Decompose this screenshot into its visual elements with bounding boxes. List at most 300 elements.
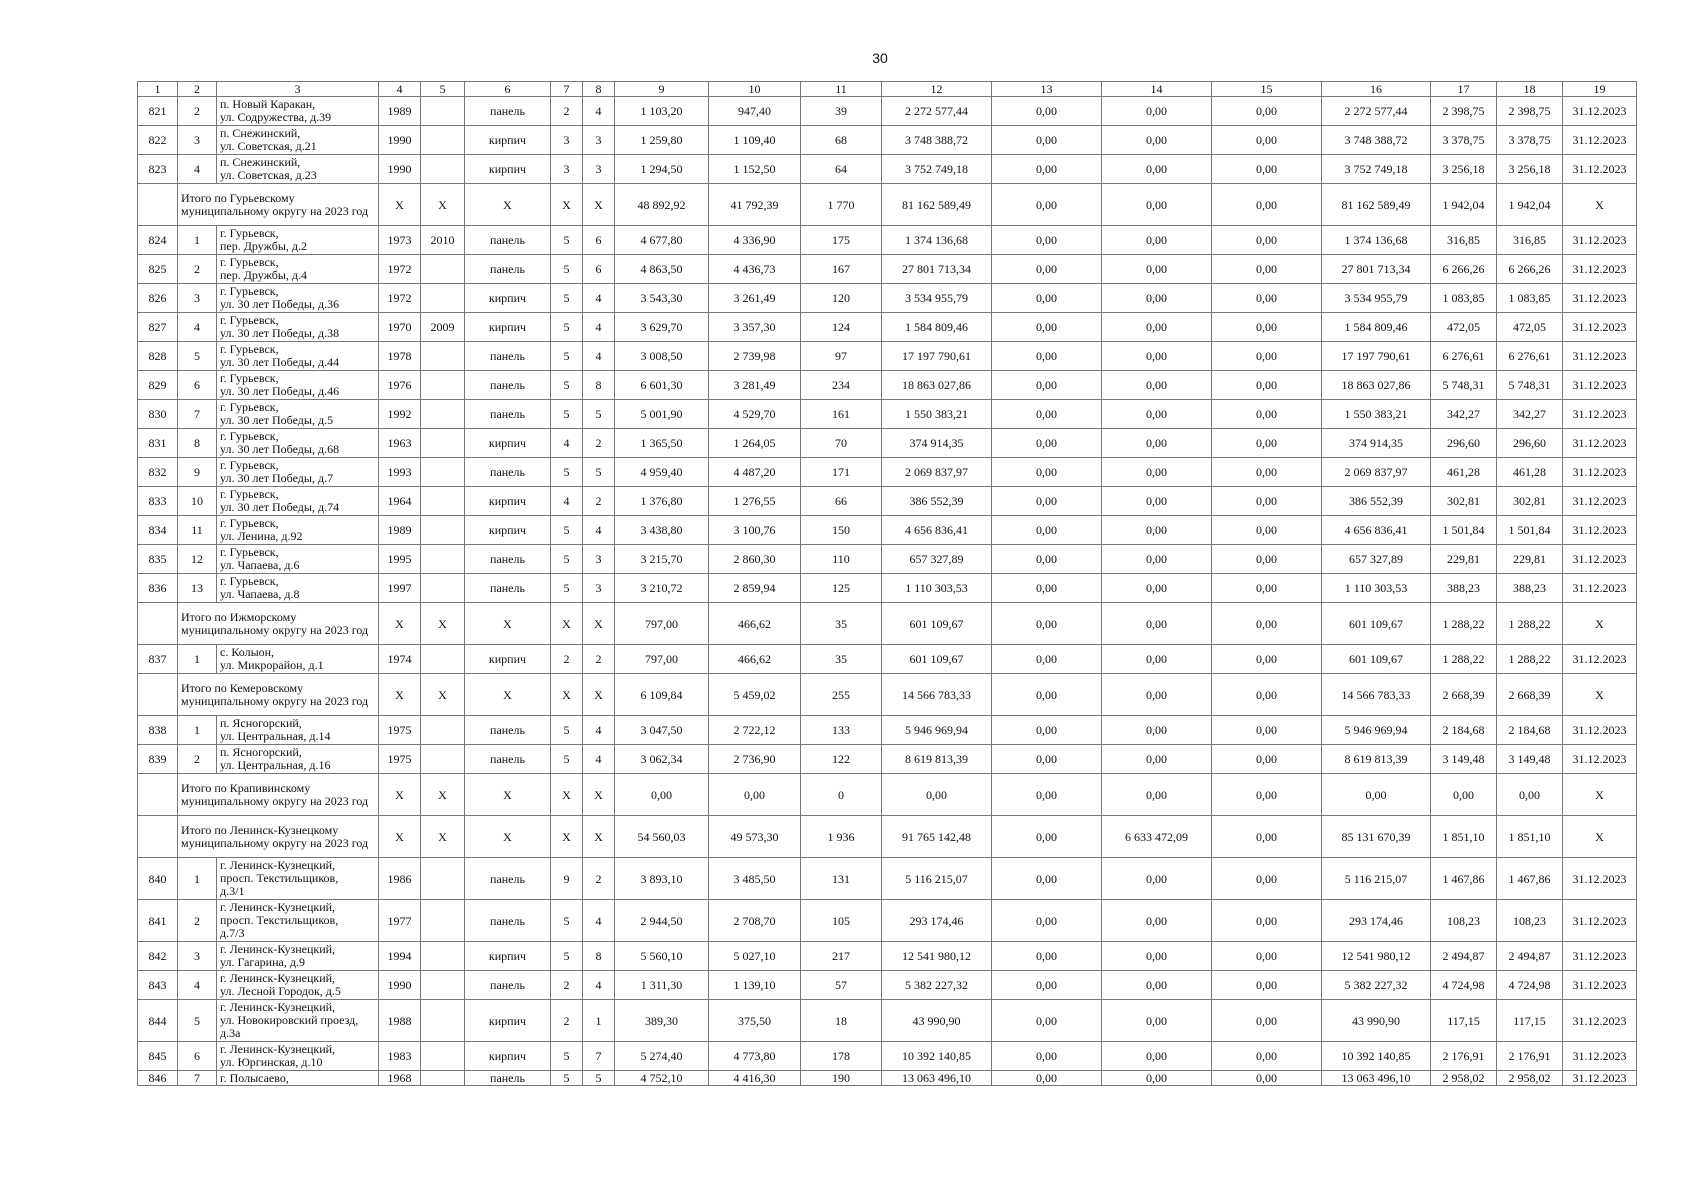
cell-col-19: 31.12.2023 <box>1563 1071 1637 1086</box>
cell-col-6: кирпич <box>465 487 551 516</box>
subtotal-cell-col-13: 0,00 <box>992 184 1102 226</box>
subtotal-cell-col-15: 0,00 <box>1212 603 1322 645</box>
cell-col-10: 1 152,50 <box>709 155 801 184</box>
subtotal-cell-col-7: X <box>551 674 583 716</box>
cell-col-13: 0,00 <box>992 716 1102 745</box>
address-cell: г. Ленинск-Кузнецкий, ул. Гагарина, д.9 <box>217 942 379 971</box>
cell-col-16: 5 946 969,94 <box>1322 716 1431 745</box>
cell-col-1: 843 <box>138 971 178 1000</box>
cell-col-12: 18 863 027,86 <box>882 371 992 400</box>
subtotal-cell-col-15: 0,00 <box>1212 674 1322 716</box>
address-cell: г. Гурьевск, пер. Дружбы, д.2 <box>217 226 379 255</box>
subtotal-cell-col-6: X <box>465 774 551 816</box>
cell-col-1: 824 <box>138 226 178 255</box>
cell-col-16: 3 748 388,72 <box>1322 126 1431 155</box>
cell-col-12: 2 069 837,97 <box>882 458 992 487</box>
cell-col-16: 1 584 809,46 <box>1322 313 1431 342</box>
subtotal-cell-col-6: X <box>465 603 551 645</box>
cell-col-10: 4 773,80 <box>709 1042 801 1071</box>
cell-col-2: 4 <box>178 155 217 184</box>
cell-col-8: 6 <box>583 255 615 284</box>
cell-col-18: 2 958,02 <box>1497 1071 1563 1086</box>
cell-col-12: 2 272 577,44 <box>882 97 992 126</box>
cell-col-2: 1 <box>178 858 217 900</box>
cell-col-2: 6 <box>178 371 217 400</box>
cell-col-10: 2 739,98 <box>709 342 801 371</box>
address-cell: г. Гурьевск, ул. 30 лет Победы, д.5 <box>217 400 379 429</box>
cell-col-1: 831 <box>138 429 178 458</box>
cell-col-13: 0,00 <box>992 400 1102 429</box>
cell-col-14: 0,00 <box>1102 545 1212 574</box>
empty-cell <box>138 184 178 226</box>
subtotal-cell-col-12: 91 765 142,48 <box>882 816 992 858</box>
cell-col-1: 832 <box>138 458 178 487</box>
cell-col-4: 1972 <box>379 284 421 313</box>
cell-col-13: 0,00 <box>992 645 1102 674</box>
cell-col-11: 133 <box>801 716 882 745</box>
cell-col-6: панель <box>465 458 551 487</box>
cell-col-8: 4 <box>583 900 615 942</box>
table-row <box>138 1071 1637 1086</box>
cell-col-15: 0,00 <box>1212 400 1322 429</box>
cell-col-10: 947,40 <box>709 97 801 126</box>
subtotal-cell-col-15: 0,00 <box>1212 816 1322 858</box>
column-header-2: 2 <box>178 82 217 97</box>
subtotal-cell-col-5: X <box>421 603 465 645</box>
cell-col-9: 3 893,10 <box>615 858 709 900</box>
cell-col-18: 6 276,61 <box>1497 342 1563 371</box>
column-header-4: 4 <box>379 82 421 97</box>
table-row <box>138 313 1637 342</box>
cell-col-18: 229,81 <box>1497 545 1563 574</box>
cell-col-18: 302,81 <box>1497 487 1563 516</box>
cell-col-17: 296,60 <box>1431 429 1497 458</box>
cell-col-4: 1992 <box>379 400 421 429</box>
table-row <box>138 458 1637 487</box>
cell-col-16: 12 541 980,12 <box>1322 942 1431 971</box>
cell-col-12: 374 914,35 <box>882 429 992 458</box>
cell-col-7: 5 <box>551 371 583 400</box>
cell-col-16: 2 272 577,44 <box>1322 97 1431 126</box>
column-header-18: 18 <box>1497 82 1563 97</box>
subtotal-cell-col-6: X <box>465 674 551 716</box>
cell-col-19: 31.12.2023 <box>1563 487 1637 516</box>
cell-col-7: 5 <box>551 545 583 574</box>
address-cell: г. Ленинск-Кузнецкий, ул. Новокировский проезд, д.3а <box>217 1000 379 1042</box>
subtotal-cell-col-18: 1 851,10 <box>1497 816 1563 858</box>
cell-col-16: 10 392 140,85 <box>1322 1042 1431 1071</box>
cell-col-14: 0,00 <box>1102 342 1212 371</box>
table-row <box>138 1042 1637 1071</box>
cell-col-9: 389,30 <box>615 1000 709 1042</box>
cell-col-14: 0,00 <box>1102 1042 1212 1071</box>
cell-col-18: 2 184,68 <box>1497 716 1563 745</box>
cell-col-15: 0,00 <box>1212 971 1322 1000</box>
cell-col-6: панель <box>465 716 551 745</box>
cell-col-13: 0,00 <box>992 342 1102 371</box>
cell-col-11: 161 <box>801 400 882 429</box>
cell-col-9: 1 294,50 <box>615 155 709 184</box>
subtotal-cell-col-16: 14 566 783,33 <box>1322 674 1431 716</box>
cell-col-2: 7 <box>178 400 217 429</box>
cell-col-18: 3 256,18 <box>1497 155 1563 184</box>
subtotal-cell-col-14: 0,00 <box>1102 674 1212 716</box>
cell-col-19: 31.12.2023 <box>1563 574 1637 603</box>
cell-col-17: 2 184,68 <box>1431 716 1497 745</box>
cell-col-2: 2 <box>178 900 217 942</box>
cell-col-19: 31.12.2023 <box>1563 900 1637 942</box>
cell-col-7: 2 <box>551 971 583 1000</box>
column-header-3: 3 <box>217 82 379 97</box>
cell-col-7: 3 <box>551 126 583 155</box>
cell-col-2: 8 <box>178 429 217 458</box>
cell-col-16: 5 116 215,07 <box>1322 858 1431 900</box>
cell-col-14: 0,00 <box>1102 716 1212 745</box>
cell-col-7: 2 <box>551 1000 583 1042</box>
cell-col-14: 0,00 <box>1102 1071 1212 1086</box>
cell-col-11: 178 <box>801 1042 882 1071</box>
cell-col-12: 12 541 980,12 <box>882 942 992 971</box>
cell-col-11: 64 <box>801 155 882 184</box>
cell-col-5 <box>421 400 465 429</box>
cell-col-15: 0,00 <box>1212 97 1322 126</box>
cell-col-4: 1988 <box>379 1000 421 1042</box>
cell-col-2: 3 <box>178 126 217 155</box>
column-header-7: 7 <box>551 82 583 97</box>
cell-col-10: 4 336,90 <box>709 226 801 255</box>
cell-col-6: кирпич <box>465 284 551 313</box>
subtotal-cell-col-14: 0,00 <box>1102 774 1212 816</box>
cell-col-10: 4 416,30 <box>709 1071 801 1086</box>
subtotal-cell-col-7: X <box>551 603 583 645</box>
cell-col-19: 31.12.2023 <box>1563 645 1637 674</box>
cell-col-16: 5 382 227,32 <box>1322 971 1431 1000</box>
cell-col-11: 39 <box>801 97 882 126</box>
cell-col-1: 844 <box>138 1000 178 1042</box>
subtotal-cell-col-10: 41 792,39 <box>709 184 801 226</box>
cell-col-13: 0,00 <box>992 458 1102 487</box>
cell-col-1: 845 <box>138 1042 178 1071</box>
cell-col-5 <box>421 971 465 1000</box>
cell-col-8: 5 <box>583 400 615 429</box>
column-header-15: 15 <box>1212 82 1322 97</box>
address-cell: г. Гурьевск, ул. 30 лет Победы, д.46 <box>217 371 379 400</box>
cell-col-19: 31.12.2023 <box>1563 255 1637 284</box>
cell-col-14: 0,00 <box>1102 745 1212 774</box>
cell-col-4: 1963 <box>379 429 421 458</box>
cell-col-18: 108,23 <box>1497 900 1563 942</box>
cell-col-16: 1 110 303,53 <box>1322 574 1431 603</box>
cell-col-10: 4 529,70 <box>709 400 801 429</box>
cell-col-2: 5 <box>178 342 217 371</box>
cell-col-5 <box>421 900 465 942</box>
cell-col-5 <box>421 1000 465 1042</box>
cell-col-15: 0,00 <box>1212 574 1322 603</box>
cell-col-18: 1 083,85 <box>1497 284 1563 313</box>
subtotal-cell-col-6: X <box>465 184 551 226</box>
subtotal-cell-col-7: X <box>551 816 583 858</box>
cell-col-11: 18 <box>801 1000 882 1042</box>
cell-col-9: 3 629,70 <box>615 313 709 342</box>
cell-col-6: панель <box>465 226 551 255</box>
cell-col-4: 1975 <box>379 716 421 745</box>
subtotal-cell-col-9: 54 560,03 <box>615 816 709 858</box>
cell-col-15: 0,00 <box>1212 545 1322 574</box>
cell-col-19: 31.12.2023 <box>1563 313 1637 342</box>
cell-col-13: 0,00 <box>992 545 1102 574</box>
cell-col-14: 0,00 <box>1102 400 1212 429</box>
cell-col-11: 35 <box>801 645 882 674</box>
address-cell: г. Гурьевск, ул. 30 лет Победы, д.68 <box>217 429 379 458</box>
cell-col-5 <box>421 371 465 400</box>
cell-col-4: 1976 <box>379 371 421 400</box>
subtotal-cell-col-7: X <box>551 774 583 816</box>
page-number: 30 <box>872 50 888 66</box>
cell-col-1: 829 <box>138 371 178 400</box>
cell-col-9: 3 047,50 <box>615 716 709 745</box>
cell-col-10: 2 722,12 <box>709 716 801 745</box>
table-row <box>138 942 1637 971</box>
cell-col-17: 3 256,18 <box>1431 155 1497 184</box>
cell-col-14: 0,00 <box>1102 155 1212 184</box>
cell-col-8: 5 <box>583 458 615 487</box>
table-row <box>138 574 1637 603</box>
cell-col-18: 3 378,75 <box>1497 126 1563 155</box>
cell-col-4: 1964 <box>379 487 421 516</box>
table-row <box>138 155 1637 184</box>
cell-col-4: 1975 <box>379 745 421 774</box>
cell-col-12: 43 990,90 <box>882 1000 992 1042</box>
cell-col-17: 1 501,84 <box>1431 516 1497 545</box>
cell-col-6: кирпич <box>465 429 551 458</box>
empty-cell <box>138 603 178 645</box>
subtotal-row <box>138 774 1637 816</box>
subtotal-row <box>138 674 1637 716</box>
table-row <box>138 400 1637 429</box>
cell-col-10: 1 276,55 <box>709 487 801 516</box>
subtotal-row <box>138 184 1637 226</box>
cell-col-8: 6 <box>583 226 615 255</box>
cell-col-14: 0,00 <box>1102 284 1212 313</box>
cell-col-1: 825 <box>138 255 178 284</box>
housing-table <box>137 81 1637 1086</box>
cell-col-18: 342,27 <box>1497 400 1563 429</box>
subtotal-cell-col-16: 0,00 <box>1322 774 1431 816</box>
cell-col-17: 229,81 <box>1431 545 1497 574</box>
cell-col-6: кирпич <box>465 126 551 155</box>
subtotal-cell-col-13: 0,00 <box>992 774 1102 816</box>
cell-col-7: 5 <box>551 458 583 487</box>
cell-col-14: 0,00 <box>1102 858 1212 900</box>
cell-col-5: 2009 <box>421 313 465 342</box>
table-row <box>138 487 1637 516</box>
cell-col-17: 342,27 <box>1431 400 1497 429</box>
cell-col-7: 4 <box>551 487 583 516</box>
cell-col-11: 110 <box>801 545 882 574</box>
cell-col-17: 2 398,75 <box>1431 97 1497 126</box>
table-row <box>138 745 1637 774</box>
column-header-11: 11 <box>801 82 882 97</box>
cell-col-12: 1 584 809,46 <box>882 313 992 342</box>
cell-col-18: 1 501,84 <box>1497 516 1563 545</box>
cell-col-15: 0,00 <box>1212 429 1322 458</box>
cell-col-19: 31.12.2023 <box>1563 1042 1637 1071</box>
address-cell: с. Колыон, ул. Микрорайон, д.1 <box>217 645 379 674</box>
cell-col-5 <box>421 716 465 745</box>
cell-col-10: 466,62 <box>709 645 801 674</box>
cell-col-17: 5 748,31 <box>1431 371 1497 400</box>
cell-col-13: 0,00 <box>992 971 1102 1000</box>
cell-col-13: 0,00 <box>992 1042 1102 1071</box>
cell-col-7: 5 <box>551 400 583 429</box>
cell-col-17: 3 378,75 <box>1431 126 1497 155</box>
cell-col-18: 2 398,75 <box>1497 97 1563 126</box>
cell-col-1: 839 <box>138 745 178 774</box>
cell-col-9: 1 376,80 <box>615 487 709 516</box>
cell-col-6: кирпич <box>465 155 551 184</box>
cell-col-2: 4 <box>178 313 217 342</box>
cell-col-9: 2 944,50 <box>615 900 709 942</box>
cell-col-15: 0,00 <box>1212 313 1322 342</box>
cell-col-19: 31.12.2023 <box>1563 126 1637 155</box>
subtotal-cell-col-8: X <box>583 184 615 226</box>
cell-col-5 <box>421 645 465 674</box>
cell-col-1: 841 <box>138 900 178 942</box>
subtotal-cell-col-8: X <box>583 603 615 645</box>
cell-col-15: 0,00 <box>1212 900 1322 942</box>
cell-col-14: 0,00 <box>1102 574 1212 603</box>
cell-col-18: 117,15 <box>1497 1000 1563 1042</box>
cell-col-8: 4 <box>583 313 615 342</box>
cell-col-10: 2 859,94 <box>709 574 801 603</box>
address-cell: г. Гурьевск, ул. Чапаева, д.6 <box>217 545 379 574</box>
cell-col-9: 797,00 <box>615 645 709 674</box>
cell-col-6: панель <box>465 858 551 900</box>
column-header-14: 14 <box>1102 82 1212 97</box>
address-cell: г. Гурьевск, ул. Чапаева, д.8 <box>217 574 379 603</box>
cell-col-4: 1993 <box>379 458 421 487</box>
cell-col-14: 0,00 <box>1102 487 1212 516</box>
cell-col-7: 5 <box>551 1042 583 1071</box>
cell-col-7: 5 <box>551 342 583 371</box>
cell-col-8: 2 <box>583 429 615 458</box>
subtotal-cell-col-19: X <box>1563 774 1637 816</box>
cell-col-10: 2 708,70 <box>709 900 801 942</box>
address-cell: г. Ленинск-Кузнецкий, ул. Юргинская, д.10 <box>217 1042 379 1071</box>
address-cell: г. Гурьевск, ул. 30 лет Победы, д.36 <box>217 284 379 313</box>
cell-col-11: 125 <box>801 574 882 603</box>
cell-col-7: 5 <box>551 574 583 603</box>
address-cell: г. Гурьевск, ул. 30 лет Победы, д.7 <box>217 458 379 487</box>
column-header-8: 8 <box>583 82 615 97</box>
cell-col-12: 4 656 836,41 <box>882 516 992 545</box>
cell-col-17: 2 494,87 <box>1431 942 1497 971</box>
cell-col-4: 1990 <box>379 155 421 184</box>
cell-col-1: 838 <box>138 716 178 745</box>
subtotal-cell-col-19: X <box>1563 674 1637 716</box>
cell-col-4: 1997 <box>379 574 421 603</box>
address-cell: п. Снежинский, ул. Советская, д.21 <box>217 126 379 155</box>
column-header-13: 13 <box>992 82 1102 97</box>
cell-col-4: 1994 <box>379 942 421 971</box>
cell-col-8: 3 <box>583 574 615 603</box>
cell-col-13: 0,00 <box>992 574 1102 603</box>
cell-col-5 <box>421 342 465 371</box>
subtotal-row <box>138 603 1637 645</box>
cell-col-4: 1970 <box>379 313 421 342</box>
cell-col-4: 1977 <box>379 900 421 942</box>
cell-col-10: 2 736,90 <box>709 745 801 774</box>
table-row <box>138 1000 1637 1042</box>
subtotal-cell-col-18: 1 288,22 <box>1497 603 1563 645</box>
cell-col-2: 12 <box>178 545 217 574</box>
cell-col-16: 18 863 027,86 <box>1322 371 1431 400</box>
cell-col-19: 31.12.2023 <box>1563 971 1637 1000</box>
cell-col-10: 1 139,10 <box>709 971 801 1000</box>
subtotal-label: Итого по Гурьевскому муниципальному округу на 2023 год <box>178 184 379 226</box>
cell-col-12: 3 534 955,79 <box>882 284 992 313</box>
cell-col-9: 3 215,70 <box>615 545 709 574</box>
cell-col-15: 0,00 <box>1212 858 1322 900</box>
cell-col-2: 5 <box>178 1000 217 1042</box>
cell-col-9: 5 560,10 <box>615 942 709 971</box>
cell-col-4: 1990 <box>379 126 421 155</box>
cell-col-18: 316,85 <box>1497 226 1563 255</box>
subtotal-cell-col-16: 601 109,67 <box>1322 603 1431 645</box>
subtotal-label: Итого по Ижморскому муниципальному округу на 2023 год <box>178 603 379 645</box>
cell-col-9: 4 959,40 <box>615 458 709 487</box>
cell-col-5: 2010 <box>421 226 465 255</box>
cell-col-7: 3 <box>551 155 583 184</box>
cell-col-13: 0,00 <box>992 284 1102 313</box>
cell-col-16: 27 801 713,34 <box>1322 255 1431 284</box>
table-row <box>138 255 1637 284</box>
cell-col-12: 17 197 790,61 <box>882 342 992 371</box>
cell-col-18: 4 724,98 <box>1497 971 1563 1000</box>
cell-col-14: 0,00 <box>1102 516 1212 545</box>
cell-col-12: 13 063 496,10 <box>882 1071 992 1086</box>
cell-col-7: 2 <box>551 645 583 674</box>
cell-col-17: 388,23 <box>1431 574 1497 603</box>
cell-col-15: 0,00 <box>1212 487 1322 516</box>
subtotal-cell-col-5: X <box>421 674 465 716</box>
cell-col-1: 826 <box>138 284 178 313</box>
cell-col-16: 374 914,35 <box>1322 429 1431 458</box>
cell-col-9: 3 543,30 <box>615 284 709 313</box>
cell-col-2: 1 <box>178 645 217 674</box>
cell-col-17: 1 467,86 <box>1431 858 1497 900</box>
cell-col-6: кирпич <box>465 645 551 674</box>
empty-cell <box>138 674 178 716</box>
cell-col-13: 0,00 <box>992 97 1102 126</box>
cell-col-5 <box>421 429 465 458</box>
subtotal-cell-col-5: X <box>421 774 465 816</box>
subtotal-cell-col-18: 2 668,39 <box>1497 674 1563 716</box>
cell-col-10: 3 357,30 <box>709 313 801 342</box>
cell-col-7: 5 <box>551 716 583 745</box>
cell-col-5 <box>421 858 465 900</box>
cell-col-5 <box>421 126 465 155</box>
column-header-10: 10 <box>709 82 801 97</box>
subtotal-cell-col-11: 1 936 <box>801 816 882 858</box>
cell-col-2: 11 <box>178 516 217 545</box>
cell-col-1: 834 <box>138 516 178 545</box>
subtotal-cell-col-16: 85 131 670,39 <box>1322 816 1431 858</box>
cell-col-13: 0,00 <box>992 429 1102 458</box>
cell-col-13: 0,00 <box>992 858 1102 900</box>
cell-col-14: 0,00 <box>1102 126 1212 155</box>
cell-col-7: 5 <box>551 226 583 255</box>
